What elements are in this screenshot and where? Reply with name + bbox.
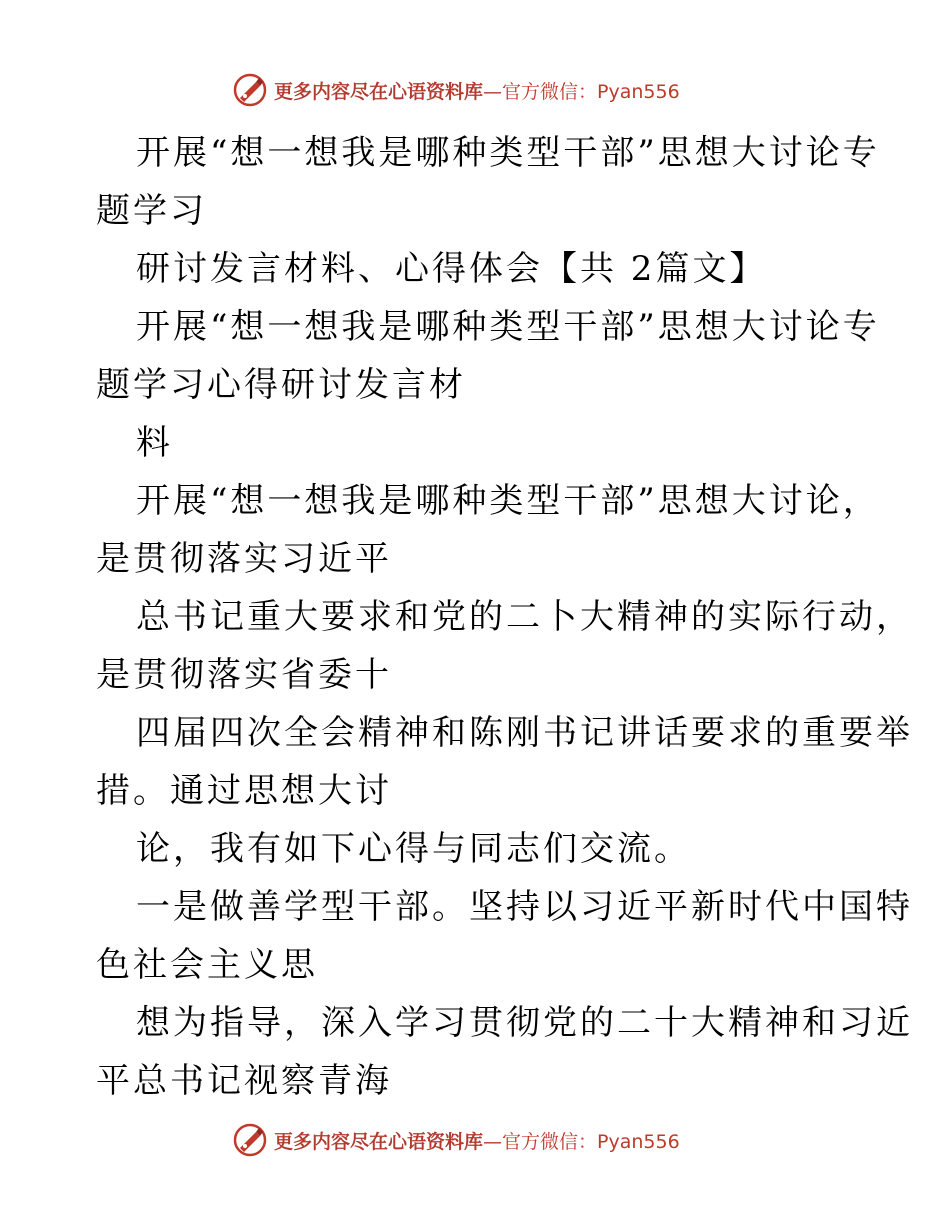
watermark-id: Pyan556	[597, 1130, 680, 1153]
text-line: 开展“想一想我是哪种类型干部”思想大讨论专	[136, 307, 880, 347]
text-line: 一是做善学型干部。坚持以习近平新时代中国特	[136, 887, 913, 927]
header-watermark	[232, 70, 752, 110]
text-line: 题学习心得研讨发言材	[96, 365, 466, 405]
footer-watermark	[232, 1120, 752, 1160]
watermark-separator: —	[483, 1130, 503, 1153]
text-line: 论，我有如下心得与同志们交流。	[136, 829, 691, 869]
text-line: 色社会主义思	[96, 945, 318, 985]
text-line: 是贯彻落实习近平	[96, 539, 392, 579]
text-line: 研讨发言材料、心得体会【共 2篇文】	[136, 249, 767, 289]
text-line: 开展“想一想我是哪种类型干部”思想大讨论专	[136, 133, 880, 173]
text-line: 料	[136, 423, 173, 463]
watermark-id: Pyan556	[597, 80, 680, 103]
text-line: 开展“想一想我是哪种类型干部”思想大讨论，	[136, 481, 880, 521]
watermark-text	[274, 1127, 680, 1154]
watermark-brand: 更多内容尽在心语资料库	[274, 1130, 484, 1153]
text-line: 是贯彻落实省委十	[96, 655, 392, 695]
document-body	[96, 124, 913, 1110]
text-line: 题学习	[96, 191, 207, 231]
text-line: 想为指导，深入学习贯彻党的二十大精神和习近	[136, 1003, 913, 1043]
pen-nib-logo-icon	[232, 1122, 268, 1158]
watermark-label: 官方微信：	[502, 1130, 598, 1153]
pen-nib-logo-icon	[232, 72, 268, 108]
text-line: 总书记重大要求和党的二卜大精神的实际行动，	[136, 597, 913, 637]
watermark-separator: —	[483, 80, 503, 103]
watermark-text	[274, 77, 680, 104]
text-line: 四届四次全会精神和陈刚书记讲话要求的重要举	[136, 713, 913, 753]
text-line: 平总书记视察青海	[96, 1061, 392, 1101]
text-line: 措。通过思想大讨	[96, 771, 392, 811]
watermark-label: 官方微信：	[502, 80, 598, 103]
watermark-brand: 更多内容尽在心语资料库	[274, 80, 484, 103]
